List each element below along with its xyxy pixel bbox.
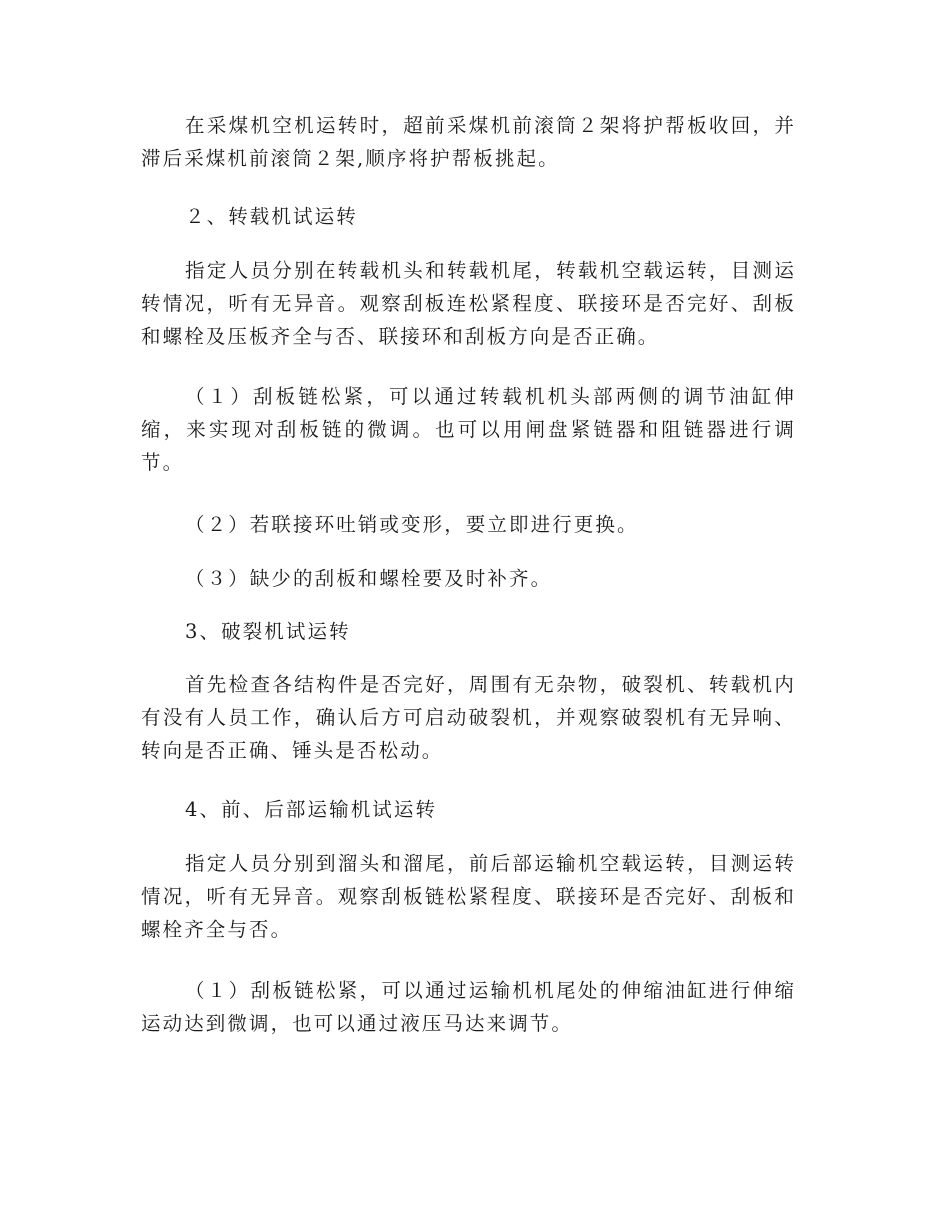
heading-crusher: 3、破裂机试运转 <box>185 620 351 643</box>
heading-conveyors: 4、前、后部运输机试运转 <box>185 798 438 821</box>
paragraph-link-replace: （２）若联接环吐销或变形，要立即进行更换。 <box>185 513 639 536</box>
paragraph-missing-parts: （３）缺少的刮板和螺栓要及时补齐。 <box>185 567 553 590</box>
paragraph-transfer-conveyor: 指定人员分别在转载机头和转载机尾，转载机空载运转，目测运转情况，听有无异音。观察刮板连松紧程度、联接环是否完好、刮板和螺栓及压板齐全与否、联接环和刮板方向是否正确。 <box>141 259 796 348</box>
paragraph-conveyors: 指定人员分别到溜头和溜尾，前后部运输机空载运转，目测运转情况，听有无异音。观察刮板链松紧程度、联接环是否完好、刮板和螺栓齐全与否。 <box>141 852 796 941</box>
paragraph-crusher: 首先检查各结构件是否完好，周围有无杂物，破裂机、转载机内有没有人员工作，确认后方可启动破裂机，并观察破裂机有无异响、转向是否正确、锤头是否松动。 <box>141 673 796 762</box>
paragraph-conveyor-chain: （１）刮板链松紧，可以通过运输机机尾处的伸缩油缸进行伸缩运动达到微调，也可以通过液压马达来调节。 <box>141 979 796 1035</box>
paragraph-shearer-idle: 在采煤机空机运转时，超前采煤机前滚筒２架将护帮板收回，并滞后采煤机前滚筒２架,顺序将护帮板挑起。 <box>141 114 796 170</box>
paragraph-chain-tension: （１）刮板链松紧，可以通过转载机机头部两侧的调节油缸伸缩，来实现对刮板链的微调。也可以用闸盘紧链器和阻链器进行调节。 <box>141 385 796 474</box>
heading-transfer-conveyor: ２、转载机试运转 <box>185 205 358 228</box>
